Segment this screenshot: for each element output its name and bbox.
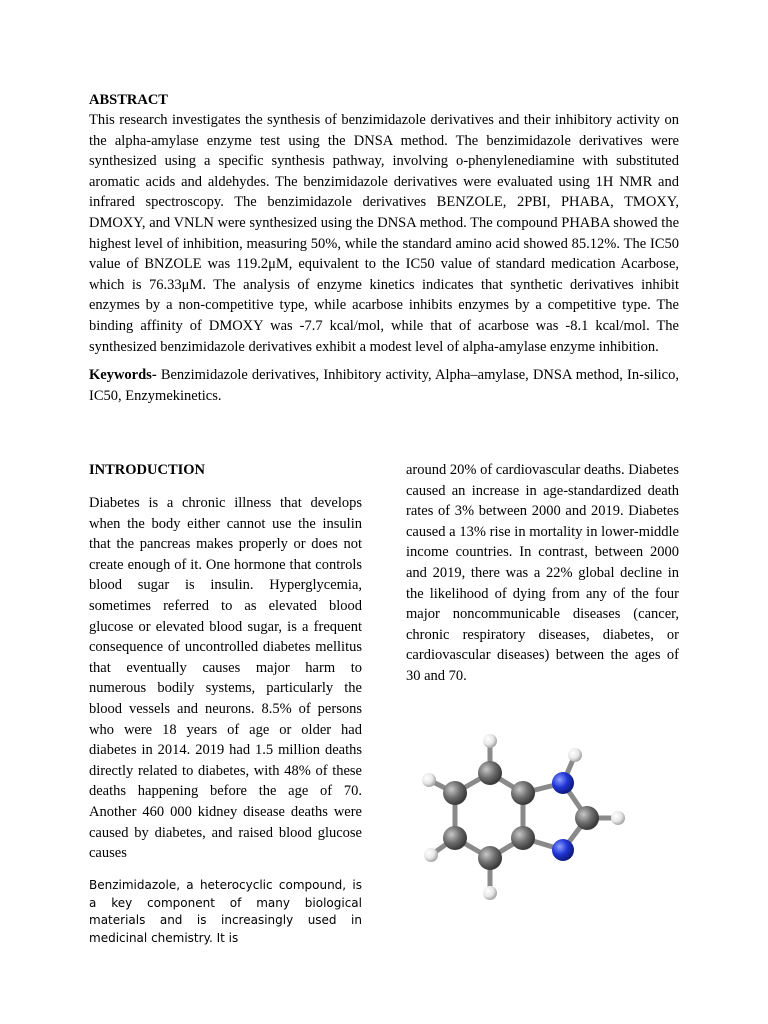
abstract-section <box>89 90 679 406</box>
molecule-nitrogen-atoms <box>552 772 574 861</box>
introduction-right-column <box>406 460 679 687</box>
benzimidazole-molecule-image <box>415 728 630 908</box>
introduction-left-column <box>89 460 362 864</box>
introduction-left-text: Diabetes is a chronic illness that develops when the body either cannot use the insulin that the pancreas makes properly or does not create enough of it. One hormone that controls blood sugar is insulin. Hyperglycemia, sometimes referred to as elevated blood glucose or elevated blood sugar, is a frequent consequence of uncontrolled diabetes mellitus that eventually causes major harm to numerous bodily systems, particularly the blood vessels and neurons. 8.5% of persons who were 18 years of age or older had diabetes in 2014. 2019 had 1.5 million deaths directly related to diabetes, with 48% of these deaths happening before the age of 70. Another 460 000 kidney disease deaths were caused by diabetes, and raised blood glucose causes <box>89 495 362 862</box>
abstract-text: This research investigates the synthesis of benzimidazole derivatives and their inhibitory activity on the alpha-amylase enzyme test using the DNSA method. The benzimidazole derivatives were synthesized using a specific synthesis pathway, involving o-phenylenediamine with substituted aromatic acids and aldehydes. The benzimidazole derivatives were evaluated using 1H NMR and infrared spectroscopy. The benzimidazole derivatives BENZOLE, 2PBI, PHABA, TMOXY, DMOXY, and VNLN were synthesized using the DNSA method. The compound PHABA showed the highest level of inhibition, measuring 50%, while the standard amino acid showed 85.12%. The IC50 value of BNZOLE was 119.2μM, equivalent to the IC50 value of standard medication Acarbose, which is 76.33μM. The analysis of enzyme kinetics indicates that synthetic derivatives inhibit enzymes by a non-competitive type, while acarbose inhibits enzymes by a competitive type. The binding affinity of DMOXY was -7.7 kcal/mol, while that of acarbose was -8.1 kcal/mol. The synthesized benzimidazole derivatives exhibit a modest level of alpha-amylase enzyme inhibition. <box>89 112 679 355</box>
abstract-title: ABSTRACT <box>89 92 168 108</box>
introduction-title: INTRODUCTION <box>89 462 206 478</box>
figure-caption: Benzimidazole, a heterocyclic compound, is a key component of many biological materials and is increasingly used in medicinal chemistry. It is <box>89 878 362 945</box>
introduction-right-text: around 20% of cardiovascular deaths. Diabetes caused an increase in age-standardized death rates of 3% between 2000 and 2019. Diabetes caused a 13% rise in mortality in lower-middle income countries. In contrast, between 2000 and 2019, there was a 22% global decline in the likelihood of dying from any of the four major noncommunicable diseases (cancer, chronic respiratory diseases, diabetes, or cardiovascular diseases) between the ages of 30 and 70. <box>406 462 679 684</box>
keywords-label: Keywords- <box>89 367 157 384</box>
keywords-text: Benzimidazole derivatives, Inhibitory activity, Alpha–amylase, DNSA method, In-silico, IC50, Enzymekinetics. <box>89 367 679 404</box>
keywords-line <box>89 365 679 406</box>
